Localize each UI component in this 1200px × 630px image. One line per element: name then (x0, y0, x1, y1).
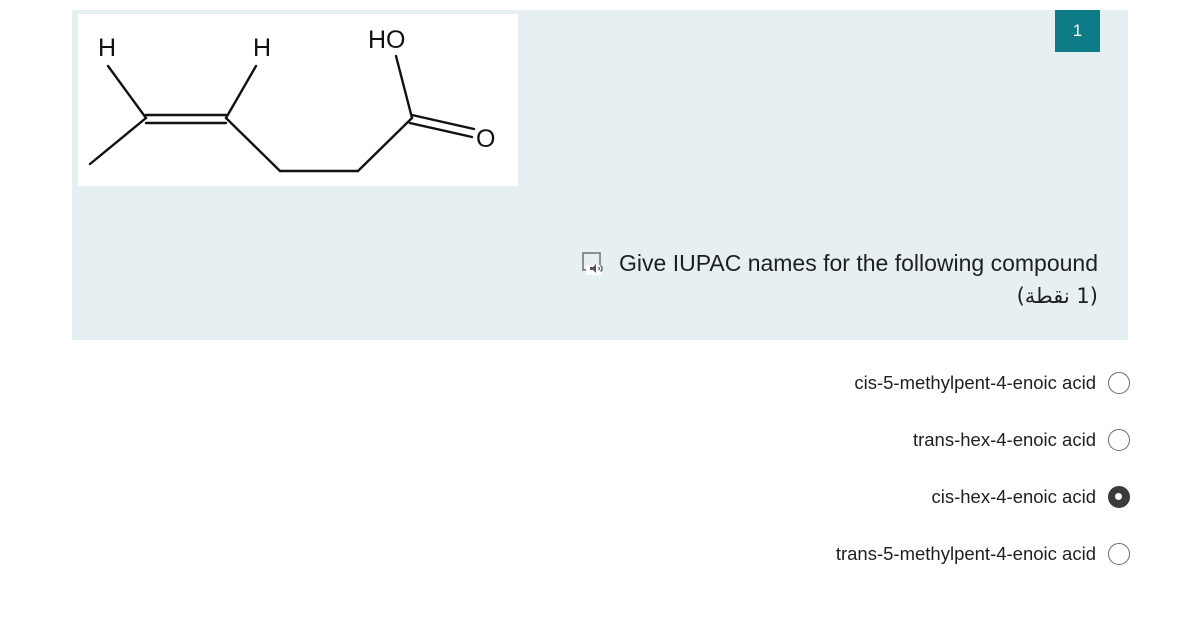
answer-option-label: cis-hex-4-enoic acid (931, 486, 1096, 507)
answer-option[interactable] (836, 533, 1130, 575)
atom-label-h-left: H (98, 34, 117, 62)
answer-option-label: trans-5-methylpent-4-enoic acid (835, 543, 1096, 564)
radio-button[interactable] (1108, 543, 1130, 565)
question-text: Give IUPAC names for the following compound (619, 250, 1098, 276)
question-text-row (581, 250, 1098, 277)
atom-label-h-middle: H (253, 34, 272, 62)
molecule-diagram (78, 14, 518, 186)
radio-button-selected[interactable] (1108, 486, 1130, 508)
answer-option[interactable] (854, 362, 1130, 404)
answer-option-label: cis-5-methylpent-4-enoic acid (854, 372, 1096, 393)
structure-image (78, 14, 518, 186)
answer-option-label: trans-hex-4-enoic acid (912, 429, 1096, 450)
speaker-translate-icon[interactable] (581, 251, 607, 277)
atom-label-hydroxyl: HO (368, 26, 406, 54)
question-number-badge: 1 (1055, 10, 1100, 52)
answer-option[interactable] (931, 476, 1130, 518)
question-panel (72, 10, 1128, 340)
answer-option[interactable] (913, 419, 1130, 461)
atom-label-oxygen: O (476, 125, 496, 153)
points-label: (1 نقطة) (1016, 284, 1098, 308)
radio-button[interactable] (1108, 372, 1130, 394)
radio-button[interactable] (1108, 429, 1130, 451)
